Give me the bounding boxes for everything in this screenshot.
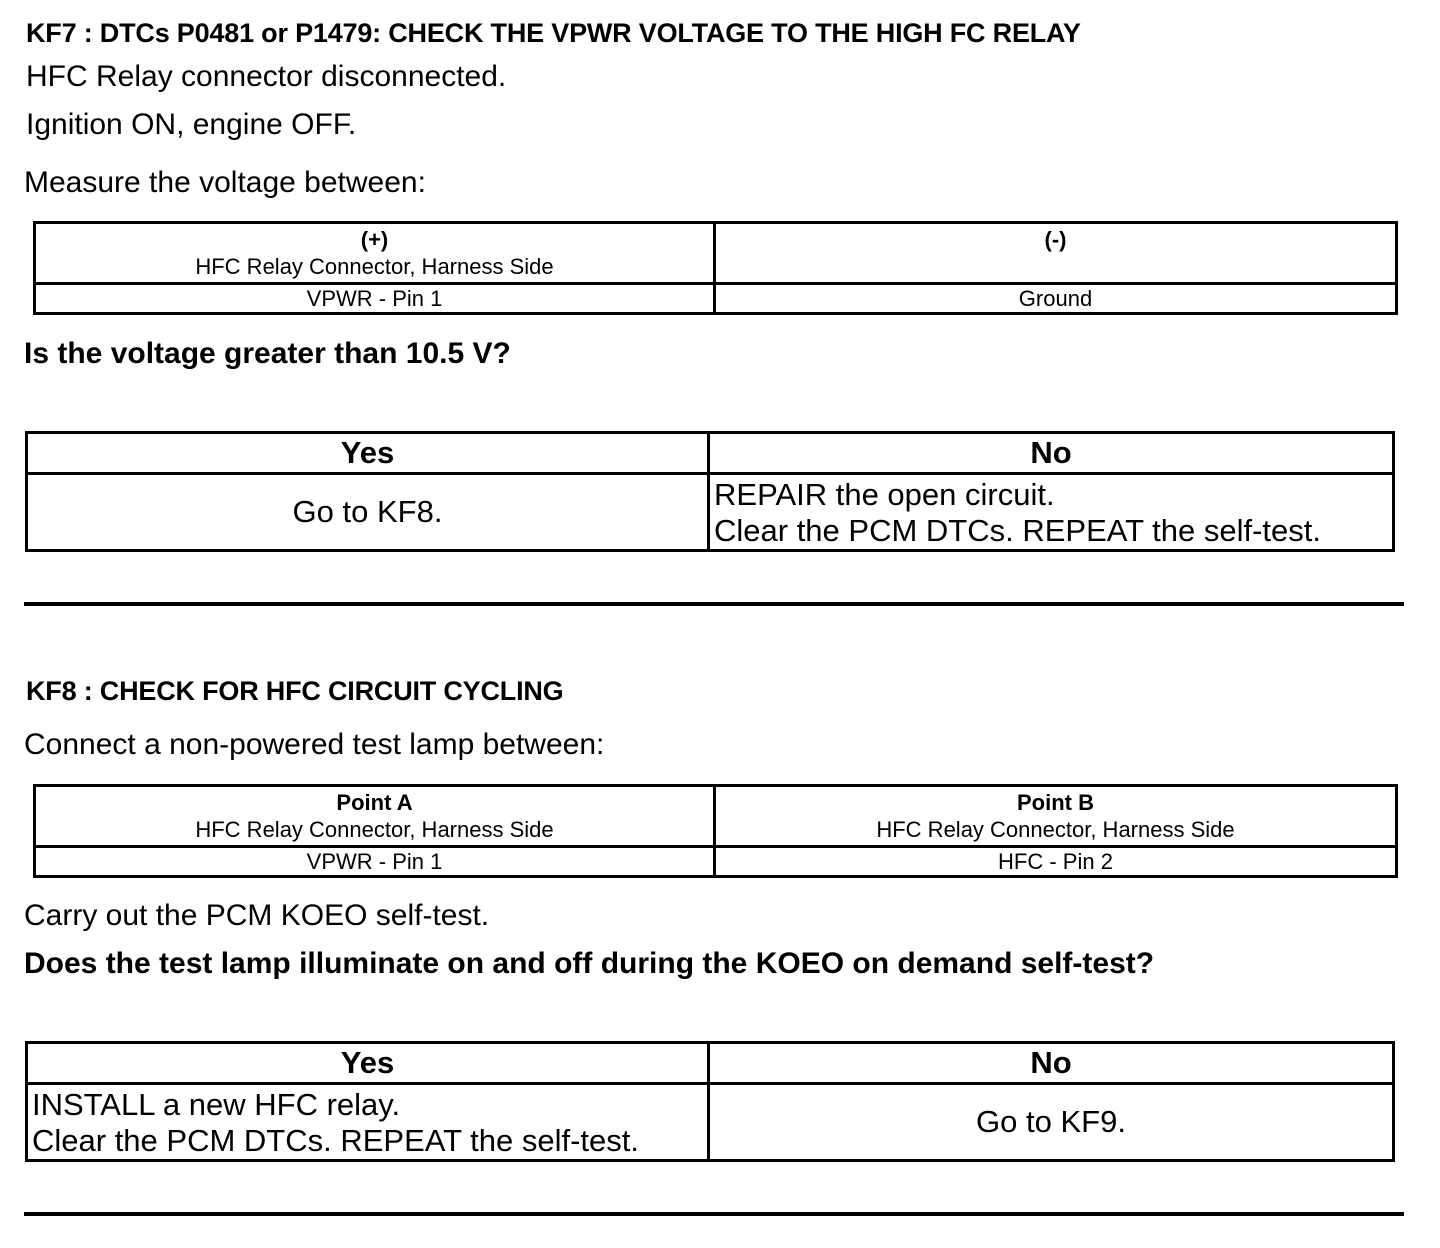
kf7-positive-title: (+) xyxy=(360,227,389,252)
kf8-point-b-title: Point B xyxy=(1017,790,1094,815)
kf7-condition-ignition: Ignition ON, engine OFF. xyxy=(26,108,357,141)
kf8-measurement-table xyxy=(33,784,1398,878)
kf7-yes-header: Yes xyxy=(27,433,709,474)
kf8-no-action: Go to KF9. xyxy=(709,1084,1394,1161)
kf7-positive-location: HFC Relay Connector, Harness Side xyxy=(195,254,554,279)
kf8-question: Does the test lamp illuminate on and off during the KOEO on demand self-test? xyxy=(24,947,1155,980)
kf8-point-b-location: HFC Relay Connector, Harness Side xyxy=(876,817,1235,842)
kf8-point-a-location: HFC Relay Connector, Harness Side xyxy=(195,817,554,842)
kf8-lamp-instruction: Connect a non-powered test lamp between: xyxy=(24,728,605,761)
kf7-positive-header xyxy=(35,223,715,284)
kf8-yes-header: Yes xyxy=(27,1043,709,1084)
kf8-yes-action xyxy=(27,1084,709,1161)
kf7-measurement-table xyxy=(33,221,1398,315)
kf8-no-header: No xyxy=(709,1043,1394,1084)
section-divider xyxy=(24,602,1404,606)
kf7-no-action-line2: Clear the PCM DTCs. REPEAT the self-test. xyxy=(714,513,1321,548)
kf7-measure-instruction: Measure the voltage between: xyxy=(24,166,426,199)
kf7-no-action-line1: REPAIR the open circuit. xyxy=(714,477,1055,512)
kf8-point-b-header xyxy=(715,786,1397,847)
section-divider-bottom xyxy=(24,1212,1404,1216)
kf7-negative-value: Ground xyxy=(715,284,1397,314)
kf7-no-action xyxy=(709,474,1394,551)
kf7-no-header: No xyxy=(709,433,1394,474)
kf8-point-a-title: Point A xyxy=(336,790,413,815)
kf8-point-b-value: HFC - Pin 2 xyxy=(715,847,1397,877)
kf8-yes-action-line1: INSTALL a new HFC relay. xyxy=(32,1087,401,1122)
kf8-heading: KF8 : CHECK FOR HFC CIRCUIT CYCLING xyxy=(26,676,564,706)
kf7-condition-connector: HFC Relay connector disconnected. xyxy=(26,60,507,93)
kf7-negative-header xyxy=(715,223,1397,284)
kf8-point-a-value: VPWR - Pin 1 xyxy=(35,847,715,877)
kf7-yes-action: Go to KF8. xyxy=(27,474,709,551)
kf8-yes-action-line2: Clear the PCM DTCs. REPEAT the self-test. xyxy=(32,1123,639,1158)
kf7-answer-table xyxy=(25,431,1395,552)
kf8-self-test-instruction: Carry out the PCM KOEO self-test. xyxy=(24,899,490,932)
kf7-question: Is the voltage greater than 10.5 V? xyxy=(24,337,511,370)
kf8-point-a-header xyxy=(35,786,715,847)
kf7-negative-title: (-) xyxy=(1044,227,1067,252)
kf8-answer-table xyxy=(25,1041,1395,1162)
kf7-positive-value: VPWR - Pin 1 xyxy=(35,284,715,314)
kf7-heading: KF7 : DTCs P0481 or P1479: CHECK THE VPWR VOLTAGE TO THE HIGH FC RELAY xyxy=(26,18,1081,48)
